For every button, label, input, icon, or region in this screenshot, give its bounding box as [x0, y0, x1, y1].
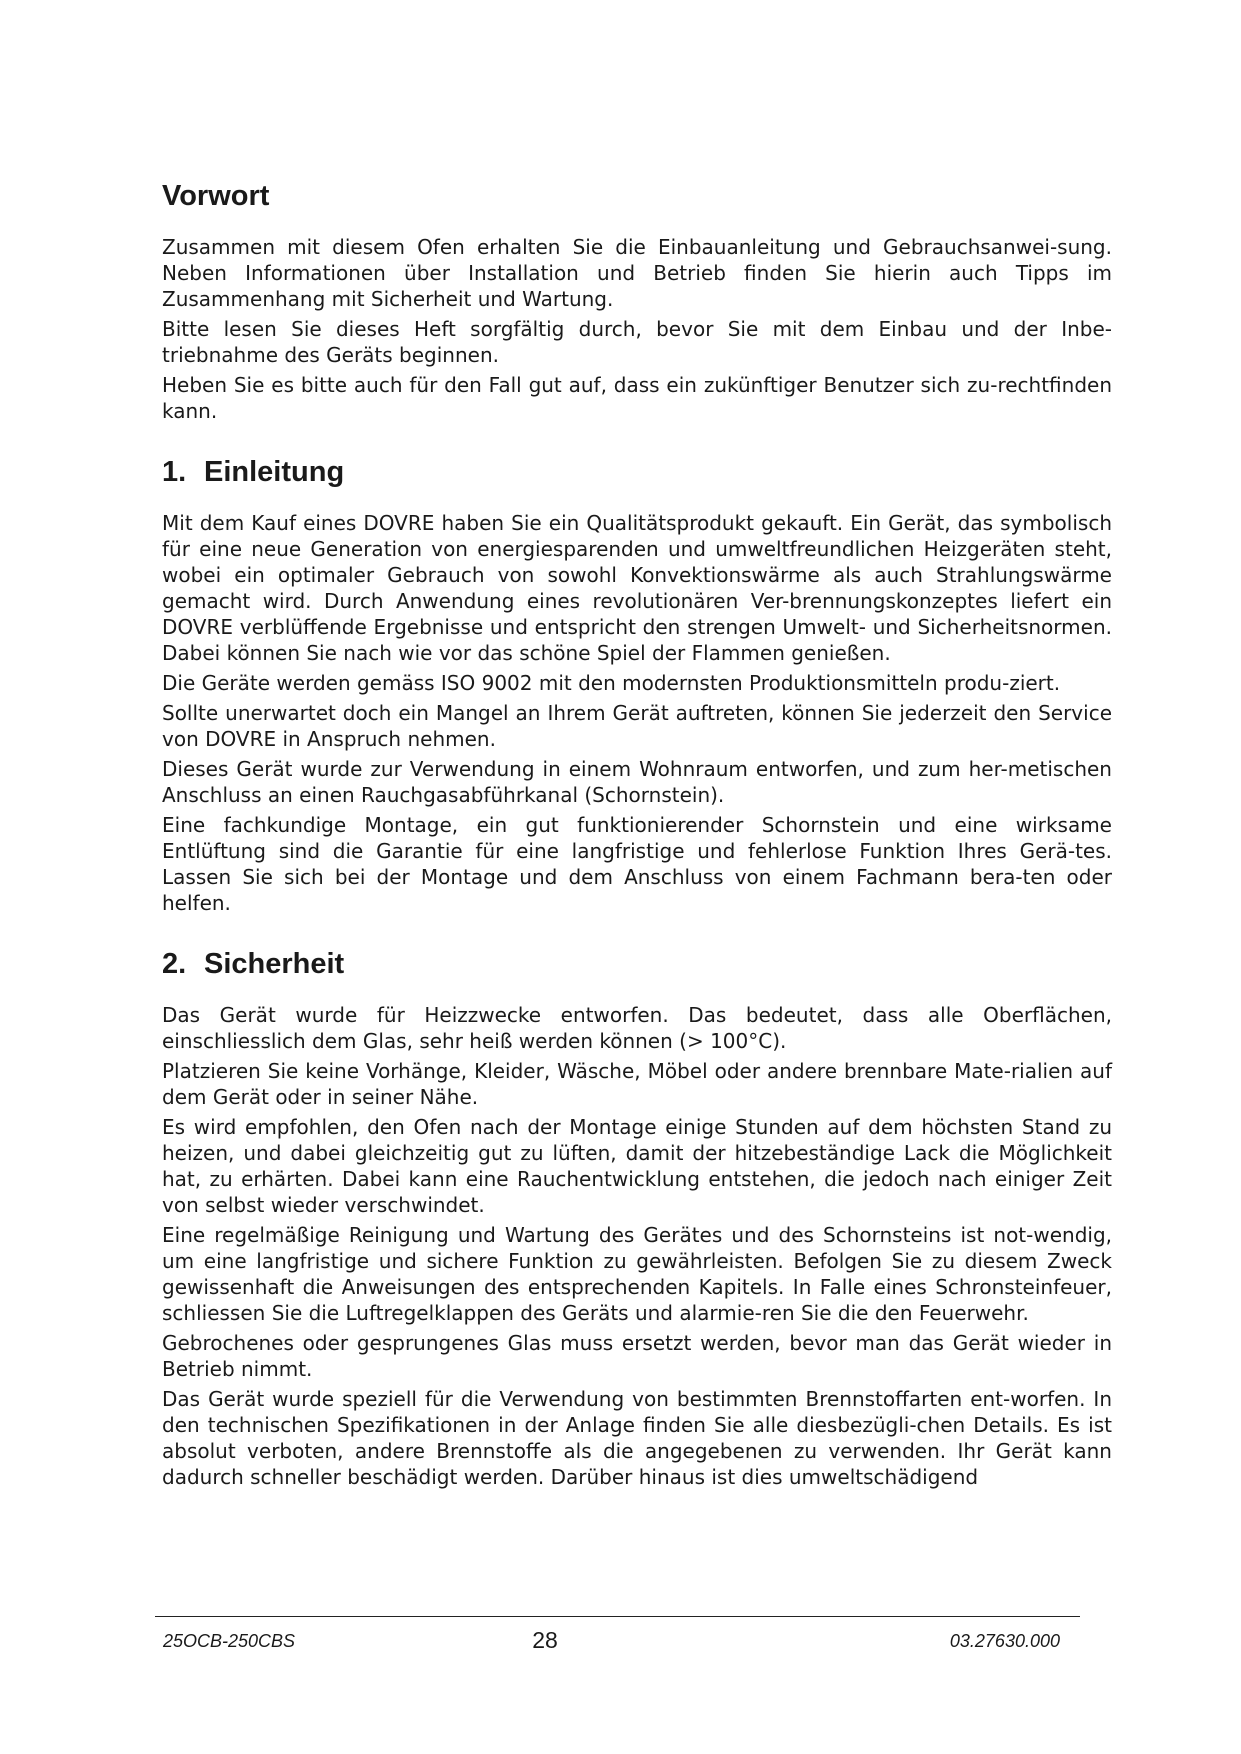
einleitung-paragraph: Mit dem Kauf eines DOVRE haben Sie ein Qualitätsprodukt gekauft. Ein Gerät, das symbolisch für eine neue Generation von energiesparenden und umweltfreundlichen Heizgeräten steht, wobei ein optimaler Gebrauch von sowohl Konvektionswärme als auch Strahlungswärme gemacht wird. Durch Anwendung eines revolutionären Ver-brennungskonzeptes liefert ein DOVRE verblüffende Ergebnisse und entspricht den strengen Umwelt- und Sicherheitsnormen. Dabei können Sie nach wie vor das schöne Spiel der Flammen genießen.: [162, 511, 1112, 665]
sicherheit-paragraph: Eine regelmäßige Reinigung und Wartung des Gerätes und des Schornsteins ist not-wendig, um eine langfristige und sichere Funktion zu gewährleisten. Befolgen Sie zu diesem Zweck gewissenhaft die Anweisungen des entsprechenden Kapitels. In Falle eines Schronsteinfeuer, schliessen Sie die Luftregelklappen des Geräts und alarmie-ren Sie die den Feuerwehr.: [162, 1223, 1112, 1325]
section-heading-sicherheit: [162, 946, 1112, 982]
document-page: [162, 178, 1112, 1494]
einleitung-paragraph: Dieses Gerät wurde zur Verwendung in einem Wohnraum entworfen, und zum her-metischen Anschluss an einen Rauchgasabführkanal (Schornstein).: [162, 757, 1112, 807]
einleitung-paragraph: Eine fachkundige Montage, ein gut funktionierender Schornstein und eine wirksame Entlüftung sind die Garantie für eine langfristige und fehlerlose Funktion Ihres Gerä-tes. Lassen Sie sich bei der Montage und dem Anschluss von einem Fachmann bera-ten oder helfen.: [162, 813, 1112, 915]
section-title: Einleitung: [204, 456, 345, 488]
section-title: Sicherheit: [204, 948, 345, 980]
section-number: 2.: [162, 948, 187, 980]
sicherheit-paragraph: Platzieren Sie keine Vorhänge, Kleider, Wäsche, Möbel oder andere brennbare Mate-rialien auf dem Gerät oder in seiner Nähe.: [162, 1059, 1112, 1109]
einleitung-paragraph: Die Geräte werden gemäss ISO 9002 mit den modernsten Produktionsmitteln produ-ziert.: [162, 671, 1061, 695]
sicherheit-paragraph: Es wird empfohlen, den Ofen nach der Montage einige Stunden auf dem höchsten Stand zu heizen, und dabei gleichzeitig gut zu lüften, damit der hitzebeständige Lack die Möglichkeit hat, zu erhärten. Dabei kann eine Rauchentwicklung entstehen, die jedoch nach einiger Zeit von selbst wieder verschwindet.: [162, 1115, 1112, 1217]
footer-page-number: 28: [532, 1627, 558, 1653]
vorwort-paragraph: Heben Sie es bitte auch für den Fall gut auf, dass ein zukünftiger Benutzer sich zu-rechtfinden kann.: [162, 373, 1112, 423]
footer-doc-code: 03.27630.000: [949, 1631, 1060, 1651]
section-heading-einleitung: [162, 454, 1112, 490]
sicherheit-paragraph: Das Gerät wurde speziell für die Verwendung von bestimmten Brennstoffarten ent-worfen. In den technischen Spezifikationen in der Anlage finden Sie alle diesbezügli-chen Details. Es ist absolut verboten, andere Brennstoffe als die angegebenen zu verwenden. Ihr Gerät kann dadurch schneller beschädigt werden. Darüber hinaus ist dies umweltschädigend: [162, 1387, 1112, 1489]
page-footer: [155, 1616, 1080, 1657]
vorwort-paragraph: Zusammen mit diesem Ofen erhalten Sie die Einbauanleitung und Gebrauchsanwei-sung. Neben Informationen über Installation und Betrieb finden Sie hierin auch Tipps im Zusammenhang mit Sicherheit und Wartung.: [162, 235, 1112, 311]
sicherheit-paragraph: Das Gerät wurde für Heizzwecke entworfen. Das bedeutet, dass alle Oberflächen, einschliesslich dem Glas, sehr heiß werden können (> 100°C).: [162, 1003, 1112, 1053]
sicherheit-paragraph: Gebrochenes oder gesprungenes Glas muss ersetzt werden, bevor man das Gerät wieder in Betrieb nimmt.: [162, 1331, 1112, 1381]
footer-model: 25OCB-250CBS: [163, 1631, 296, 1651]
vorwort-paragraph: Bitte lesen Sie dieses Heft sorgfältig durch, bevor Sie mit dem Einbau und der Inbe-triebnahme des Geräts beginnen.: [162, 317, 1112, 367]
section-title-vorwort: Vorwort: [162, 180, 270, 212]
section-number: 1.: [162, 456, 187, 488]
einleitung-paragraph: Sollte unerwartet doch ein Mangel an Ihrem Gerät auftreten, können Sie jederzeit den Service von DOVRE in Anspruch nehmen.: [162, 701, 1112, 751]
